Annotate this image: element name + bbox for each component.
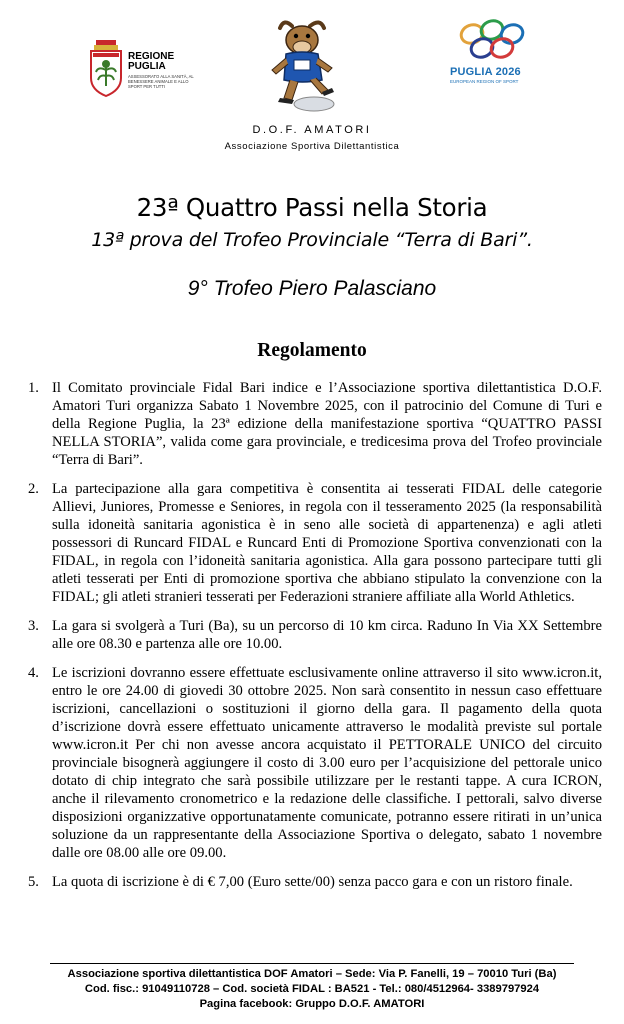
rule-number: 3. (28, 618, 39, 634)
puglia-2026-subtitle: EUROPEAN REGION OF SPORT (450, 79, 519, 84)
rule-number: 2. (28, 481, 39, 497)
olympic-rings-icon (458, 18, 528, 64)
dof-mascot-logo (262, 18, 344, 114)
event-subtitle: 13ª prova del Trofeo Provinciale “Terra di Bari”. (91, 229, 533, 251)
logo-bar (0, 0, 624, 130)
rule-text: La partecipazione alla gara competitiva è consentita ai tesserati FIDAL delle categorie Allievi, Juniores, Promesse e Seniores, in regola con il tesseramento 2025 (la responsabilità sulla idoneità sanitaria agonistica è in seno alle società di appartenenza) e agli atleti possessori di Runcard FIDAL e Runcard Enti di Promozione Sportiva convenzionati con la FIDAL, in regola con l’idoneità sanitaria agonistica. Alla gara possono partecipare tutti gli atleti tesserati per Enti di promozione sportiva che abbiano stipulato la convenzione con la FIDAL; gli atleti stranieri tesserati per Federazioni straniere affiliate alla World Athletics. (52, 481, 602, 605)
org-name: D.O.F. AMATORI (252, 124, 372, 136)
rule-number: 5. (28, 874, 39, 890)
footer-divider (50, 963, 574, 964)
rule-item (28, 379, 602, 469)
rule-item (28, 480, 602, 606)
rule-item (28, 664, 602, 862)
rule-item (28, 873, 602, 891)
rule-text: Le iscrizioni dovranno essere effettuate esclusivamente online attraverso il sito www.icron.it, entro le ore 24.00 di giovedi 30 ottobre 2025. Non sarà consentito in nessun caso effettuare iscrizioni, cancellazioni o sostituzioni il giorno della gara. Il pagamento della quota d’iscrizione dovrà essere effettuato unicamente attraverso le modalità previste sul portale www.icron.it Per chi non avesse ancora acquistato il PETTORALE UNICO del circuito provinciale bisognerà aggiungere il costo di 3.00 euro per l’acquisizione del pettorale unico dotato di chip integrato che sarà possibile utilizzare per le restanti tappe. A cura ICRON, anche il rilevamento cronometrico e la redazione delle classifiche. I pettorali, salvo diverse disposizioni organizzative opportunatamente comunicate, potranno essere ritirati in un’unica soluzione da un rappresentante della Associazione Sportiva o delegato, sabato 1 novembre dalle ore 08.00 alle ore 09.00. (52, 665, 602, 861)
regolamento-heading: Regolamento (257, 340, 367, 361)
trophy-title: 9° Trofeo Piero Palasciano (187, 277, 437, 300)
rule-number: 1. (28, 380, 39, 396)
rule-text: La gara si svolgerà a Turi (Ba), su un percorso di 10 km circa. Raduno In Via XX Settembre alle ore 08.30 e partenza alle ore 10.00. (52, 618, 602, 652)
rule-text: Il Comitato provinciale Fidal Bari indice e l’Associazione sportiva dilettantistica D.O.F. Amatori Turi organizza Sabato 1 Novembre 2025, con il patrocinio del Comune di Turi e della Regione Puglia, la 23ª edizione della manifestazione sportiva “QUATTRO PASSI NELLA STORIA”, valida come gara provinciale, e tredicesima prova del Trofeo provinciale “Terra di Bari”. (52, 380, 602, 468)
rule-number: 4. (28, 665, 39, 681)
puglia-2026-title: PUGLIA 2026 (450, 66, 521, 78)
rule-item (28, 617, 602, 653)
rule-text: La quota di iscrizione è di € 7,00 (Euro sette/00) senza pacco gara e con un ristoro finale. (52, 874, 573, 890)
puglia-2026-logo (448, 18, 544, 98)
regione-crest-icon (88, 40, 124, 98)
org-subtitle: Associazione Sportiva Dilettantistica (224, 141, 400, 152)
regione-name-line2: PUGLIA (128, 61, 166, 72)
event-title: 23ª Quattro Passi nella Storia (136, 193, 488, 222)
footer-address: Associazione sportiva dilettantistica DOF Amatori – Sede: Via P. Fanelli, 19 – 70010 Turi (Ba) (67, 968, 557, 980)
regione-puglia-logo (88, 40, 198, 100)
footer-codes: Cod. fisc.: 91049110728 – Cod. società FIDAL : BA521 - Tel.: 080/4512964- 3389797924 (84, 983, 540, 995)
regione-subtitle: ASSESSORATO ALLA SANITÀ, AL BENESSERE ANIMALE E ALLO SPORT PER TUTTI (128, 74, 194, 89)
footer-facebook: Pagina facebook: Gruppo D.O.F. AMATORI (199, 998, 425, 1010)
rules-list (28, 379, 602, 902)
regione-name-line1: REGIONE (128, 51, 175, 62)
